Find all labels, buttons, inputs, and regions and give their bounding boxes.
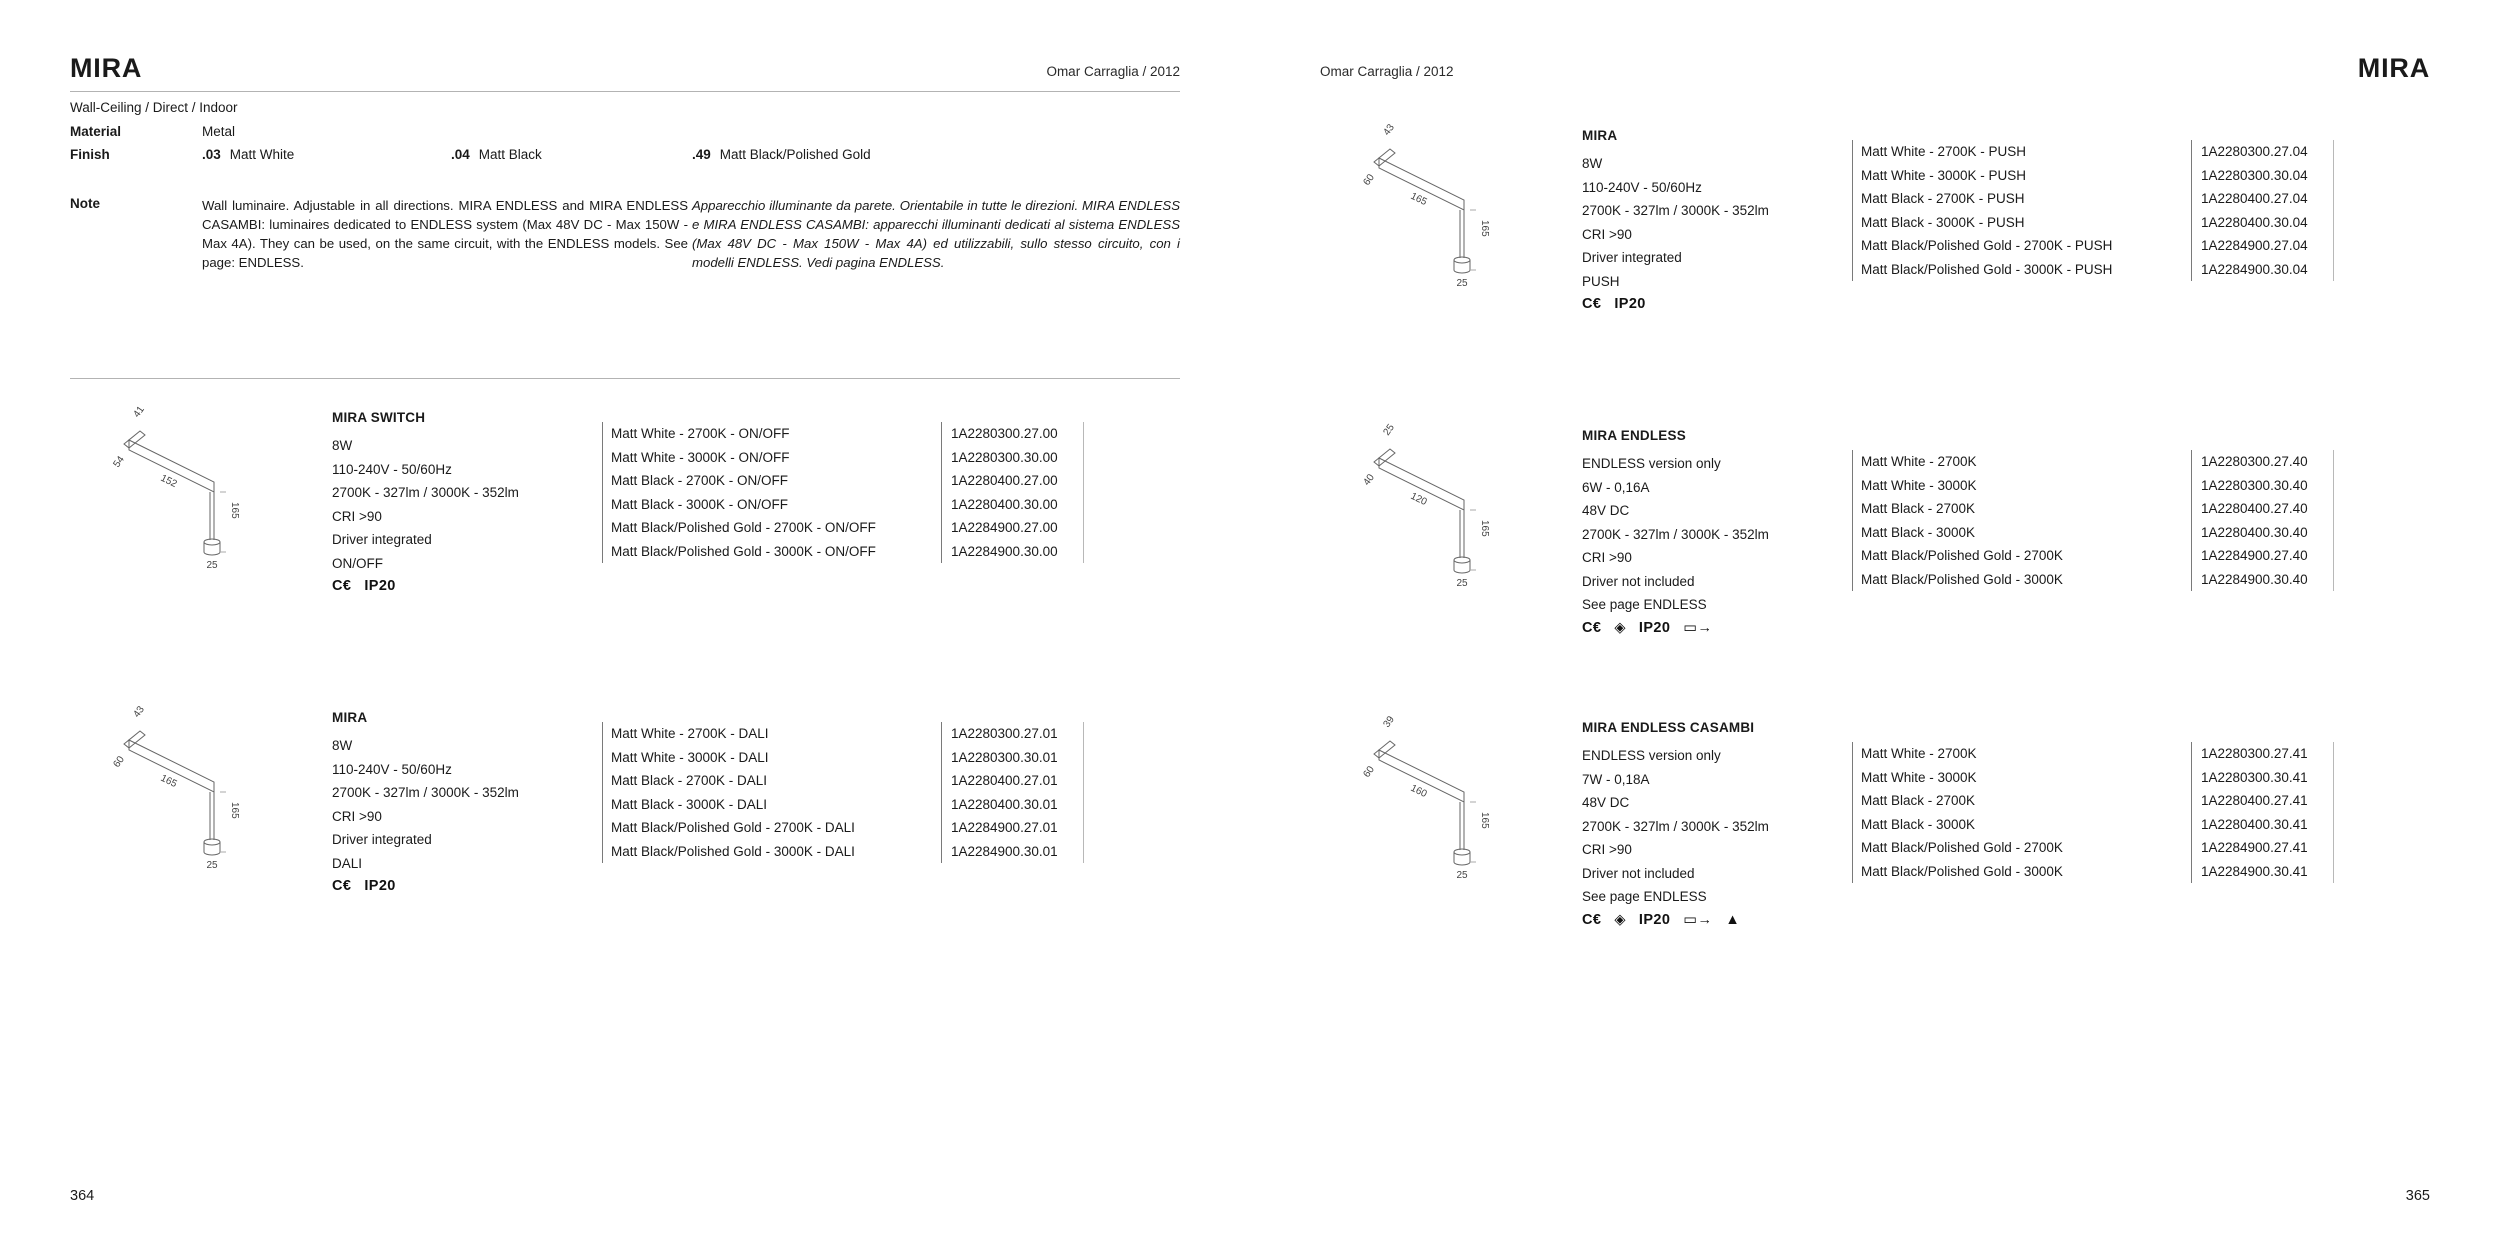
finish-description: Matt White - 2700K - ON/OFF [603,422,942,446]
table-row [603,469,1083,493]
dimension-label: 39 [1381,714,1397,730]
product-specs [332,434,519,575]
finish-description: Matt Black - 2700K - ON/OFF [603,469,942,493]
dimension-label: 165 [229,802,240,819]
product-spec: PUSH [1582,273,1620,289]
product-spec: CRI >90 [332,808,382,824]
product-spec: See page ENDLESS [1582,889,1707,904]
article-code: 1A2284900.27.41 [2201,840,2308,855]
article-code: 1A2284900.30.40 [2201,571,2308,587]
product-spec: Driver integrated [332,832,432,847]
table-row [1853,258,2333,282]
finish-option [692,147,871,162]
product-spec: DALI [332,855,363,871]
product-table [1852,140,2334,281]
finish-description: Matt Black - 2700K - DALI [603,769,942,793]
table-row [1853,766,2333,790]
table-row [603,422,1083,446]
finish-description: Matt Black/Polished Gold - 3000K [1853,860,2192,884]
article-code: 1A2280300.27.40 [2201,454,2308,469]
finish-description: Matt Black/Polished Gold - 2700K [1853,544,2192,568]
table-row [603,840,1083,864]
dimension-label: 160 [1408,782,1429,801]
article-code: 1A2284900.30.41 [2201,863,2308,879]
dimension-labels [111,704,240,871]
product-spec: CRI >90 [1582,226,1632,242]
finish-description: Matt Black/Polished Gold - 3000K [1853,568,2192,592]
product-name: MIRA [332,710,368,725]
dimension-label: 25 [206,560,218,571]
finish-description: Matt White - 3000K - PUSH [1853,164,2192,188]
finish-description: Matt Black/Polished Gold - 3000K - PUSH [1853,258,2192,282]
table-row [603,493,1083,517]
table-row [1853,568,2333,592]
product-block-mira-endless-casambi [1320,710,2430,1025]
dimension-label: 40 [1361,472,1377,488]
casambi-icon: ▲ [1725,912,1741,928]
table-row [1853,836,2333,860]
endless-system-icon: ◈ [1614,620,1626,636]
dimension-label: 41 [131,404,147,420]
finish-code: .49 [692,147,711,162]
table-row [603,793,1083,817]
dimension-label: 25 [1456,870,1468,881]
dimension-label: 25 [1381,422,1397,438]
page-number: 364 [70,1188,95,1204]
material-value: Metal [202,124,236,139]
ip20-rating-icon: IP20 [1614,296,1646,312]
article-code: 1A2280400.27.41 [2201,793,2308,808]
product-spec: 7W - 0,18A [1582,771,1650,787]
certification-icons [332,878,396,894]
finish-description: Matt White - 2700K [1853,742,2192,766]
product-name: MIRA [1582,128,1618,143]
table-row [1853,474,2333,498]
product-spec: 48V DC [1582,795,1630,810]
dimension-labels [1361,714,1490,881]
technical-drawing [1358,120,1528,300]
table-row [603,816,1083,840]
finish-description: Matt Black - 3000K - DALI [603,793,942,817]
finish-description: Matt White - 2700K - PUSH [1853,140,2192,164]
technical-drawing [1358,712,1528,892]
product-spec: Driver integrated [1582,250,1682,265]
product-table [602,422,1084,563]
ip20-rating-icon: IP20 [1638,912,1671,928]
category-line: Wall-Ceiling / Direct / Indoor [70,100,238,115]
table-row [1853,544,2333,568]
product-spec: ENDLESS version only [1582,748,1721,763]
page-number: 365 [2405,1188,2430,1204]
product-table [1852,742,2334,883]
product-spec: CRI >90 [1582,842,1632,857]
product-spec: 110-240V - 50/60Hz [332,461,452,477]
article-code: 1A2284900.27.01 [951,820,1058,835]
product-spec: 48V DC [1582,503,1630,518]
dimension-label: 165 [229,502,240,519]
dimension-label: 165 [158,772,179,791]
product-block-mira-endless [1320,418,2430,733]
dimension-label: 152 [158,472,179,491]
dimension-labels [111,404,240,571]
finish-description: Matt White - 3000K [1853,474,2192,498]
product-block-mira-dali [70,700,1180,1015]
finish-description: Matt White - 2700K - DALI [603,722,942,746]
article-code: 1A2280300.30.00 [951,449,1058,465]
dimension-label: 60 [1361,172,1377,188]
article-code: 1A2284900.30.01 [951,843,1058,859]
finish-code: .04 [451,147,470,162]
product-block-mira-switch [70,400,1180,715]
article-code: 1A2280300.30.41 [2201,769,2308,785]
product-spec: 8W [1582,156,1603,171]
dimension-label: 25 [206,860,218,871]
finish-option [451,147,542,162]
product-specs [1582,452,1769,617]
article-code: 1A2280400.30.01 [951,796,1058,812]
designer-credit: Omar Carraglia / 2012 [1320,64,1454,79]
finish-code: .03 [202,147,221,162]
product-name: MIRA ENDLESS CASAMBI [1582,720,1755,735]
remote-driver-icon: ▭→ [1683,912,1713,928]
dimension-label: 60 [111,754,127,770]
dimension-label: 25 [1456,578,1468,589]
product-spec: See page ENDLESS [1582,597,1707,612]
finish-description: Matt Black/Polished Gold - 2700K - ON/OFF [603,516,942,540]
product-specs [1582,744,1769,909]
finish-name: Matt Black/Polished Gold [719,147,871,162]
product-spec: 2700K - 327lm / 3000K - 352lm [332,485,519,500]
article-code: 1A2280400.27.01 [951,773,1058,788]
finish-name: Matt White [229,147,295,162]
finish-description: Matt Black - 2700K - PUSH [1853,187,2192,211]
endless-system-icon: ◈ [1614,912,1626,928]
table-row [1853,450,2333,474]
page-title: MIRA [70,53,143,83]
table-row [603,540,1083,564]
ip20-rating-icon: IP20 [364,578,396,594]
certification-icons [332,578,396,594]
article-code: 1A2284900.30.00 [951,543,1058,559]
product-spec: Driver not included [1582,865,1695,881]
header-rule [70,91,1180,92]
table-row [1853,140,2333,164]
ce-mark-icon: C€ [1582,296,1602,312]
note-english: Wall luminaire. Adjustable in all directions. MIRA ENDLESS and MIRA ENDLESS CASAMBI: luminaires dedicated to ENDLESS system (Max 48V DC - Max 150W - Max 4A). They can be used, on the same circuit, with the ENDLESS models. See page: ENDLESS. [202,198,688,270]
finish-description: Matt Black/Polished Gold - 3000K - DALI [603,840,942,864]
product-spec: 8W [332,438,353,453]
dimension-label: 120 [1408,490,1429,509]
technical-drawing [108,402,278,582]
product-spec: 2700K - 327lm / 3000K - 352lm [332,785,519,800]
product-spec: 110-240V - 50/60Hz [332,761,452,777]
technical-drawing [1358,420,1528,600]
product-specs [332,734,519,875]
article-code: 1A2284900.27.04 [2201,238,2308,253]
product-spec: 2700K - 327lm / 3000K - 352lm [1582,203,1769,218]
ip20-rating-icon: IP20 [1638,620,1671,636]
article-code: 1A2280300.30.04 [2201,167,2308,183]
article-code: 1A2284900.30.04 [2201,261,2308,277]
finish-description: Matt Black - 3000K [1853,813,2192,837]
table-row [1853,234,2333,258]
table-row [1853,789,2333,813]
dimension-label: 165 [1479,520,1490,537]
dimension-label: 25 [1456,278,1468,289]
table-row [1853,211,2333,235]
section-rule [70,378,1180,379]
finish-description: Matt White - 3000K - ON/OFF [603,446,942,470]
finish-description: Matt Black - 3000K - ON/OFF [603,493,942,517]
table-row [1853,742,2333,766]
finish-description: Matt White - 3000K [1853,766,2192,790]
product-spec: CRI >90 [332,508,382,524]
finish-description: Matt Black - 3000K - PUSH [1853,211,2192,235]
article-code: 1A2280300.27.01 [951,726,1058,741]
finish-description: Matt Black/Polished Gold - 2700K - PUSH [1853,234,2192,258]
finish-description: Matt Black - 3000K [1853,521,2192,545]
product-spec: ENDLESS version only [1582,456,1721,471]
material-label: Material [70,124,122,139]
dimension-label: 43 [131,704,147,720]
note-italian: Apparecchio illuminante da parete. Orientabile in tutte le direzioni. MIRA ENDLESS e MIRA ENDLESS CASAMBI: apparecchi illuminanti dedicati al sistema ENDLESS (Max 48V DC - Max 150W - Max 4A) ed utilizzabili, sullo stesso circuito, con i modelli ENDLESS. Vedi pagina ENDLESS. [692,198,1180,270]
product-table [1852,450,2334,591]
page-title: MIRA [2357,53,2430,83]
dimension-label: 43 [1381,122,1397,138]
finish-description: Matt Black/Polished Gold - 2700K [1853,836,2192,860]
article-code: 1A2280400.30.00 [951,496,1058,512]
product-spec: ON/OFF [332,555,383,571]
dimension-label: 60 [1361,764,1377,780]
article-code: 1A2280400.30.40 [2201,524,2308,540]
ce-mark-icon: C€ [332,878,352,894]
article-code: 1A2280400.30.04 [2201,214,2308,230]
certification-icons [1582,620,1712,636]
remote-driver-icon: ▭→ [1683,620,1713,636]
product-spec: Driver not included [1582,573,1695,589]
table-row [603,446,1083,470]
finish-description: Matt White - 3000K - DALI [603,746,942,770]
note-label: Note [70,196,100,211]
ce-mark-icon: C€ [1582,912,1602,928]
finish-description: Matt Black/Polished Gold - 3000K - ON/OFF [603,540,942,564]
product-spec: 2700K - 327lm / 3000K - 352lm [1582,526,1769,542]
table-row [1853,860,2333,884]
article-code: 1A2280400.30.41 [2201,816,2308,832]
finish-description: Matt Black - 2700K [1853,789,2192,813]
product-spec: 8W [332,738,353,753]
ip20-rating-icon: IP20 [364,878,396,894]
designer-credit: Omar Carraglia / 2012 [1046,64,1180,79]
ce-mark-icon: C€ [332,578,352,594]
table-row [603,722,1083,746]
table-row [603,746,1083,770]
article-code: 1A2280400.27.00 [951,473,1058,488]
table-row [1853,187,2333,211]
technical-drawing [108,702,278,882]
finish-label: Finish [70,147,110,162]
table-row [1853,813,2333,837]
finish-description: Matt White - 2700K [1853,450,2192,474]
product-spec: CRI >90 [1582,550,1632,565]
article-code: 1A2280300.27.41 [2201,746,2308,761]
article-code: 1A2280300.30.01 [951,749,1058,765]
dimension-label: 165 [1479,220,1490,237]
product-spec: 6W - 0,16A [1582,479,1650,495]
product-spec: 2700K - 327lm / 3000K - 352lm [1582,818,1769,834]
finish-name: Matt Black [478,147,542,162]
dimension-labels [1361,122,1490,289]
article-code: 1A2280300.30.40 [2201,477,2308,493]
table-row [603,516,1083,540]
article-code: 1A2284900.27.40 [2201,548,2308,563]
product-spec: 110-240V - 50/60Hz [1582,179,1702,195]
finish-option [202,147,294,162]
article-code: 1A2280400.27.40 [2201,501,2308,516]
article-code: 1A2284900.27.00 [951,520,1058,535]
table-row [1853,521,2333,545]
ce-mark-icon: C€ [1582,620,1602,636]
certification-icons [1582,912,1740,928]
table-row [1853,164,2333,188]
article-code: 1A2280300.27.00 [951,426,1058,441]
dimension-label: 165 [1479,812,1490,829]
certification-icons [1582,296,1646,312]
dimension-label: 165 [1408,190,1429,209]
product-table [602,722,1084,863]
finish-description: Matt Black/Polished Gold - 2700K - DALI [603,816,942,840]
product-name: MIRA ENDLESS [1582,428,1686,443]
product-block-mira-push [1320,118,2430,433]
product-spec: Driver integrated [332,532,432,547]
table-row [603,769,1083,793]
finish-description: Matt Black - 2700K [1853,497,2192,521]
table-row [1853,497,2333,521]
product-specs [1582,152,1769,293]
product-name: MIRA SWITCH [332,410,426,425]
article-code: 1A2280300.27.04 [2201,144,2308,159]
dimension-labels [1361,422,1490,589]
article-code: 1A2280400.27.04 [2201,191,2308,206]
dimension-label: 54 [111,454,127,470]
